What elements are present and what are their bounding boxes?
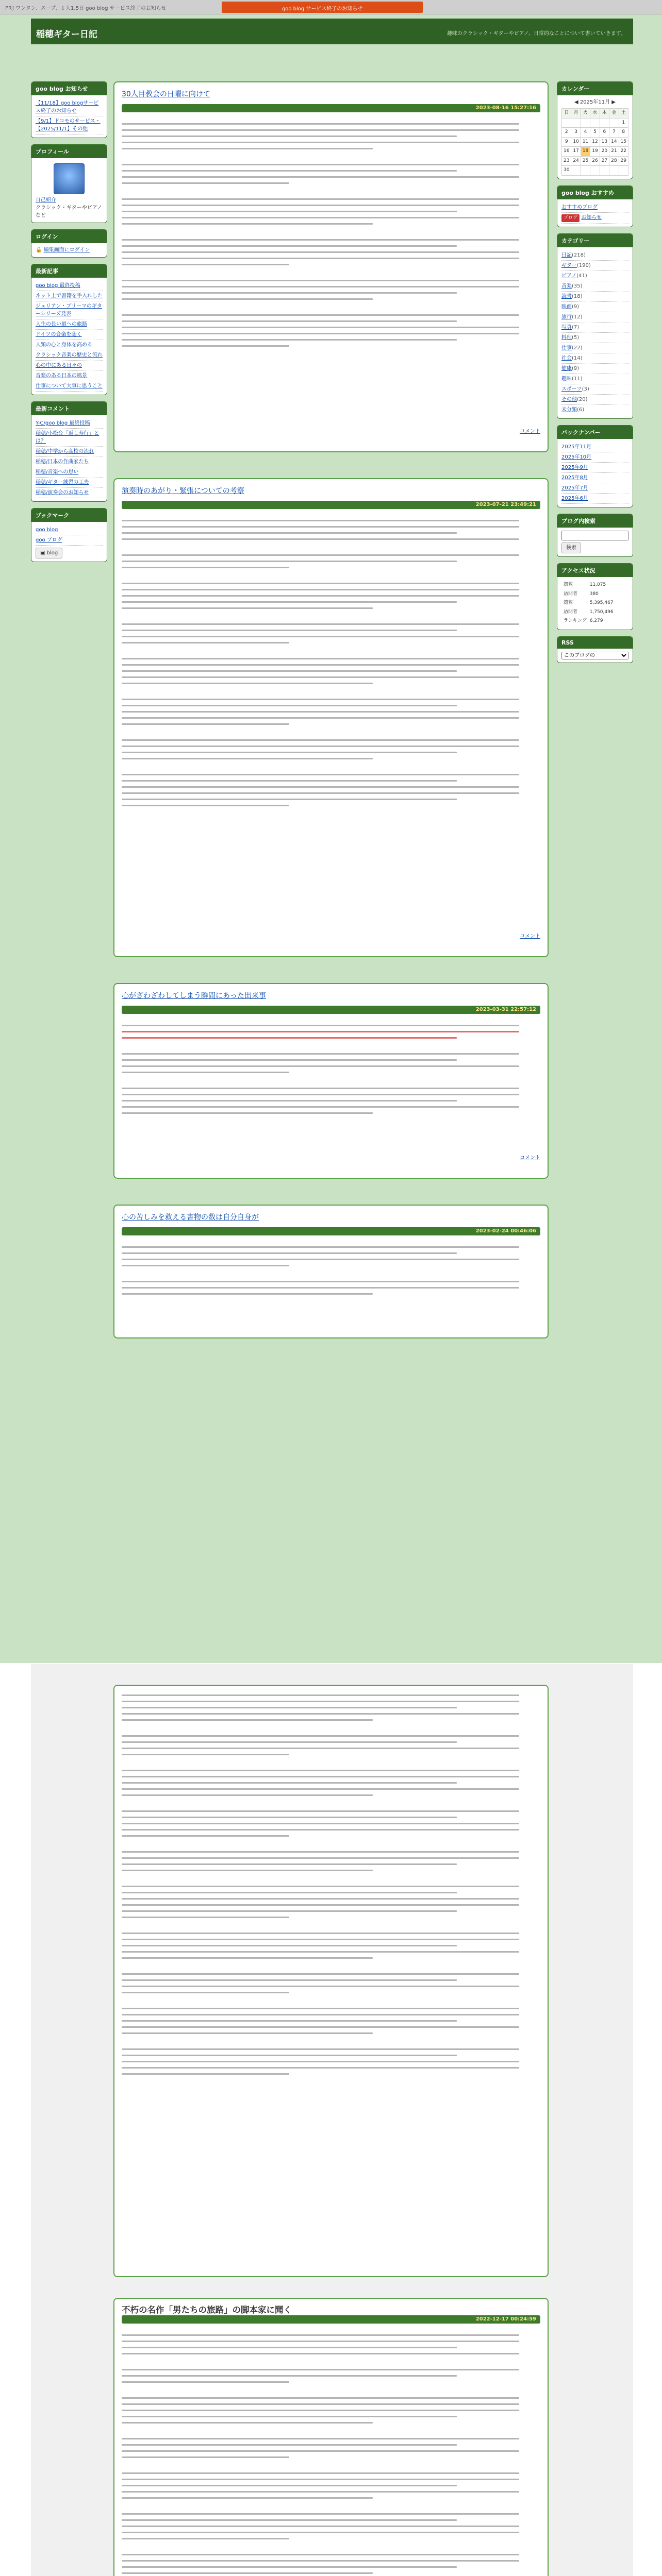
- calendar-dow: 土: [619, 109, 628, 118]
- entry-date: 2023-03-31 22:57:12: [475, 1007, 536, 1012]
- calendar-day[interactable]: 25: [581, 156, 590, 166]
- calendar-title: カレンダー: [557, 82, 633, 95]
- category-item[interactable]: 写真(7): [561, 323, 628, 333]
- entry-title[interactable]: 心がざわざわしてしまう瞬間にあった出来事: [122, 992, 266, 1000]
- entry-title[interactable]: 演奏時のあがり・緊張についての考察: [122, 487, 244, 495]
- month-link[interactable]: 2025年11月: [561, 444, 592, 450]
- rss-pod: [557, 636, 633, 663]
- category-item[interactable]: 健康(9): [561, 364, 628, 374]
- entry-title[interactable]: 心の苦しみを救える書物の数は自分自身が: [122, 1213, 259, 1222]
- calendar-day[interactable]: 13: [600, 137, 609, 147]
- calendar-day[interactable]: 14: [609, 137, 619, 147]
- login-link[interactable]: 編集画面にログイン: [43, 247, 90, 253]
- recent-comments-pod: [31, 401, 107, 502]
- comment-link[interactable]: 稲穂/小松台「返し寿行」とは？: [36, 431, 100, 444]
- notice-pod: [31, 81, 107, 138]
- calendar-day[interactable]: 26: [590, 156, 600, 166]
- comment-link[interactable]: 稲穂/日本の作曲家たち: [36, 459, 89, 465]
- month-link[interactable]: 2025年7月: [561, 485, 588, 491]
- month-link[interactable]: 2025年8月: [561, 475, 588, 481]
- calendar-day: [600, 166, 609, 176]
- backnumber-title: バックナンバー: [557, 426, 633, 439]
- top-ad-text[interactable]: PR] ワンタン、スープ、１人1.5日 goo blog サービス終了のお知らせ: [5, 6, 167, 11]
- calendar-day[interactable]: 29: [619, 156, 628, 166]
- recent-post-link[interactable]: 人生の長い道への旅路: [36, 321, 87, 327]
- calendar-pod: [557, 81, 633, 179]
- login-pod: [31, 229, 107, 258]
- category-item[interactable]: スポーツ(3): [561, 384, 628, 395]
- right-sidebar: [557, 81, 633, 669]
- entry-body: [122, 118, 540, 422]
- calendar-day[interactable]: 10: [571, 137, 581, 147]
- blog-icon: ▣: [40, 550, 45, 556]
- calendar-day[interactable]: 30: [562, 166, 571, 176]
- category-item[interactable]: 音楽(35): [561, 281, 628, 292]
- calendar-dow: 日: [562, 109, 571, 118]
- calendar-dow: 水: [590, 109, 600, 118]
- profile-desc: クラシック・ギターやピアノなど: [36, 205, 102, 218]
- calendar-day[interactable]: 7: [609, 128, 619, 138]
- entry-body: [122, 515, 540, 927]
- bookmark-link[interactable]: goo blog: [36, 527, 58, 533]
- entry-body: [122, 1020, 540, 1149]
- entry-date: 2023-07-21 23:49:21: [475, 502, 536, 507]
- access-pod: [557, 563, 633, 630]
- login-title: ログイン: [31, 230, 107, 243]
- calendar-dow: 火: [581, 109, 590, 118]
- category-item[interactable]: ギター(190): [561, 261, 628, 271]
- calendar-day[interactable]: 12: [590, 137, 600, 147]
- profile-pod: [31, 144, 107, 223]
- profile-title: プロフィール: [31, 145, 107, 158]
- calendar-day[interactable]: 16: [562, 147, 571, 157]
- calendar-day[interactable]: 22: [619, 147, 628, 157]
- category-item[interactable]: 読書(18): [561, 292, 628, 302]
- comment-link[interactable]: 稲穂/ギター練習の工夫: [36, 480, 89, 485]
- notice-link[interactable]: 【11/18】goo blogサービス終了のお知らせ: [36, 100, 99, 114]
- next-month-icon[interactable]: ▶: [611, 99, 616, 105]
- login-icon: 🔒: [36, 247, 42, 253]
- category-item[interactable]: 趣味(11): [561, 374, 628, 384]
- entry-continued: [113, 1685, 549, 2277]
- calendar-day: [581, 166, 590, 176]
- recent-post-link[interactable]: 心の中にある日々の: [36, 363, 82, 368]
- blog-title[interactable]: 稲穂ギター日記: [36, 29, 97, 40]
- calendar-day[interactable]: 17: [571, 147, 581, 157]
- calendar-dow: 木: [600, 109, 609, 118]
- calendar-day[interactable]: 2: [562, 128, 571, 138]
- entry: [113, 1205, 549, 1338]
- comment-link[interactable]: Y-C/goo blog 最終投稿: [36, 420, 90, 426]
- comment-link[interactable]: コメント: [520, 1155, 540, 1161]
- calendar-day[interactable]: 11: [581, 137, 590, 147]
- blog-header: [31, 19, 633, 44]
- recent-post-link[interactable]: 仕事について大事に思うこと: [36, 383, 103, 389]
- calendar-day[interactable]: 27: [600, 156, 609, 166]
- comment-link[interactable]: 稲穂/音楽への思い: [36, 469, 79, 475]
- entry: [113, 81, 549, 452]
- calendar-table: [561, 108, 628, 176]
- calendar-day[interactable]: 15: [619, 137, 628, 147]
- search-input[interactable]: [561, 531, 628, 540]
- category-item[interactable]: その他(20): [561, 395, 628, 405]
- recent-post-link[interactable]: ネット上で書籍を手入れした: [36, 293, 103, 299]
- calendar-day[interactable]: 19: [590, 147, 600, 157]
- recent-post-link[interactable]: ドイツの音楽を聴く: [36, 332, 82, 337]
- lower-page: [31, 1664, 633, 2576]
- comment-link[interactable]: 稲穂/中学から高校の流れ: [36, 449, 94, 454]
- backnumber-pod: [557, 425, 633, 507]
- recent-post-link[interactable]: goo blog 最終投稿: [36, 283, 80, 289]
- profile-name[interactable]: 自己紹介: [36, 197, 56, 203]
- blog-badge: ブログ: [561, 214, 580, 223]
- calendar-day[interactable]: 4: [581, 128, 590, 138]
- calendar-day[interactable]: 1: [619, 118, 628, 128]
- calendar-day[interactable]: 24: [571, 156, 581, 166]
- entry-body: [122, 2330, 540, 2576]
- calendar-day: [590, 118, 600, 128]
- calendar-day[interactable]: 9: [562, 137, 571, 147]
- top-bar: [0, 0, 662, 14]
- recent-posts-pod: [31, 264, 107, 395]
- search-pod: [557, 514, 633, 557]
- category-item[interactable]: 未分類(6): [561, 405, 628, 415]
- comment-link[interactable]: コメント: [520, 934, 540, 939]
- calendar-day[interactable]: 23: [562, 156, 571, 166]
- entry-title[interactable]: 不朽の名作「男たちの旅路」の脚本家に聞く: [122, 2305, 292, 2315]
- calendar-day[interactable]: 28: [609, 156, 619, 166]
- category-item[interactable]: 旅行(12): [561, 312, 628, 323]
- calendar-day[interactable]: 6: [600, 128, 609, 138]
- recent-post-link[interactable]: クラシック音楽の歴史と流れ: [36, 352, 103, 358]
- prev-month-icon[interactable]: ◀: [574, 99, 578, 105]
- notice-title: goo blog お知らせ: [31, 82, 107, 95]
- search-button[interactable]: 検索: [561, 543, 581, 553]
- comment-link[interactable]: 稲穂/演奏会のお知らせ: [36, 490, 89, 496]
- rss-title: RSS: [557, 637, 633, 649]
- bookmark-pod: [31, 508, 107, 562]
- entry-body: [122, 1242, 540, 1324]
- recent-title: 最新記事: [31, 264, 107, 278]
- calendar-day[interactable]: 20: [600, 147, 609, 157]
- avatar[interactable]: [54, 163, 85, 194]
- calendar-day: [581, 118, 590, 128]
- month-link[interactable]: 2025年9月: [561, 465, 588, 470]
- service-end-banner[interactable]: goo blog サービス終了のお知らせ: [222, 2, 423, 13]
- calendar-day: [571, 166, 581, 176]
- left-sidebar: [31, 81, 107, 568]
- category-item[interactable]: 日記(218): [561, 250, 628, 261]
- page-shell: [0, 14, 662, 1663]
- entry: [113, 478, 549, 957]
- entry-date: 2023-02-24 00:46:06: [475, 1228, 536, 1234]
- calendar-day: [609, 166, 619, 176]
- calendar-dow: 金: [609, 109, 619, 118]
- calendar-day: [619, 166, 628, 176]
- recommend-link[interactable]: おすすめブログ: [561, 204, 598, 210]
- categories-title: カテゴリー: [557, 234, 633, 247]
- category-item[interactable]: ピアノ(41): [561, 271, 628, 281]
- calendar-day: [562, 118, 571, 128]
- goo-blog-button[interactable]: ▣ blog: [36, 548, 62, 558]
- recent-post-link[interactable]: ジュリアン・ブリーマのギターシリーズ発表: [36, 303, 102, 317]
- main-column: [113, 81, 549, 1364]
- category-item[interactable]: 料理(5): [561, 333, 628, 343]
- calendar-dow: 月: [571, 109, 581, 118]
- calendar-day[interactable]: 8: [619, 128, 628, 138]
- entry: [113, 2298, 549, 2576]
- notice-link[interactable]: 【9/1】ドコモのサービス・【2025/11/1】その他: [36, 118, 101, 132]
- calendar-day[interactable]: 3: [571, 128, 581, 138]
- calendar-month: 2025年11月: [580, 99, 610, 105]
- categories-pod: [557, 233, 633, 419]
- bookmark-title: ブックマーク: [31, 509, 107, 522]
- month-link[interactable]: 2025年6月: [561, 496, 588, 501]
- calendar-day: [590, 166, 600, 176]
- calendar-day: [609, 118, 619, 128]
- entry-date: 2023-08-16 15:27:16: [475, 105, 536, 111]
- entry-body: [122, 1690, 540, 2257]
- blog-description: 趣味のクラシック・ギターやピアノ、日常的なことについて書いていきます。: [446, 31, 626, 37]
- calendar-day[interactable]: 5: [590, 128, 600, 138]
- bookmark-link[interactable]: goo ブログ: [36, 537, 62, 543]
- recent-post-link[interactable]: 人類の心と身体を高める: [36, 342, 92, 348]
- goo-recommend-title: goo blog おすすめ: [557, 186, 633, 199]
- entry-date: 2022-12-17 00:24:59: [475, 2316, 536, 2322]
- access-title: アクセス状況: [557, 564, 633, 577]
- category-item[interactable]: 社会(14): [561, 353, 628, 364]
- entry-title[interactable]: 30人目教会の日曜に向けて: [122, 90, 210, 98]
- calendar-day: [571, 118, 581, 128]
- recent-post-link[interactable]: 音楽のある日本の風景: [36, 373, 87, 379]
- calendar-day[interactable]: 21: [609, 147, 619, 157]
- goo-recommend-pod: [557, 185, 633, 228]
- category-item[interactable]: 映画(9): [561, 302, 628, 312]
- comment-link[interactable]: コメント: [520, 429, 540, 434]
- recommend-link[interactable]: お知らせ: [581, 214, 602, 221]
- rss-select[interactable]: [561, 652, 628, 659]
- search-title: ブログ内検索: [557, 514, 633, 528]
- entry-meta: [122, 104, 540, 112]
- entry: [113, 983, 549, 1179]
- calendar-day: [600, 118, 609, 128]
- access-table: 閲覧 11,075 訪問者 380 閲覧 5,395,467 訪問者 1,750,496 ランキング 6,279: [564, 582, 614, 623]
- category-item[interactable]: 仕事(22): [561, 343, 628, 353]
- month-link[interactable]: 2025年10月: [561, 454, 592, 460]
- calendar-day[interactable]: 18: [581, 147, 590, 157]
- comments-title: 最新コメント: [31, 402, 107, 415]
